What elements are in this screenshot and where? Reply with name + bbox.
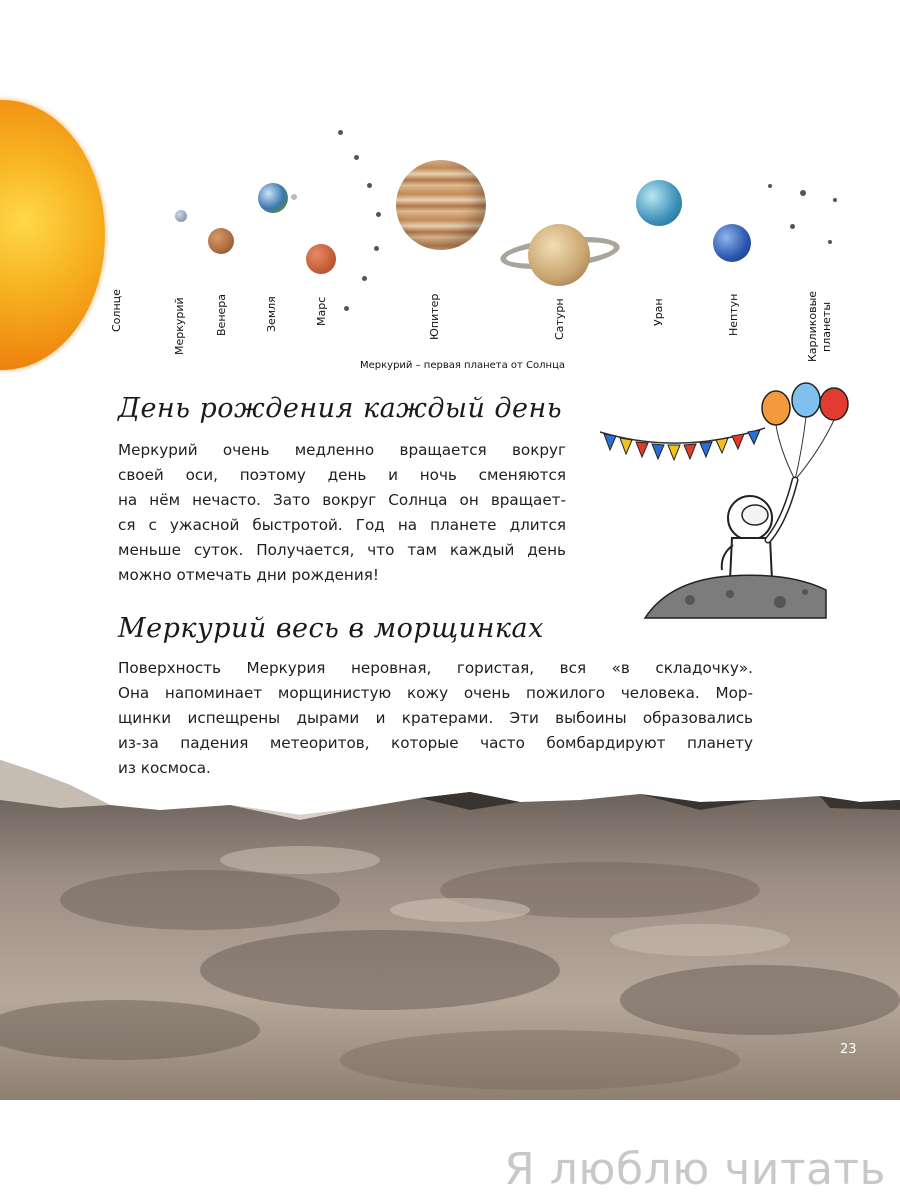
page-number: 23 [840, 1042, 857, 1057]
label-uranus: Уран [652, 298, 665, 326]
label-earth: Земля [265, 296, 278, 332]
mars-planet [306, 244, 336, 274]
paragraph-line: из космоса. [118, 759, 211, 777]
dwarf-planet-dot [790, 224, 795, 229]
mercury-planet [175, 210, 187, 222]
asteroid-dot [354, 155, 359, 160]
moon-dot [291, 194, 297, 200]
dwarf-planet-dot [768, 184, 772, 188]
diagram-caption: Меркурий – первая планета от Солнца [360, 360, 566, 371]
jupiter-planet [396, 160, 486, 250]
uranus-planet [636, 180, 682, 226]
paragraph-line: своей оси, поэтому день и ночь сменяются [118, 466, 566, 484]
label-mercury: Меркурий [173, 297, 186, 355]
paragraph-line: щинки испещрены дырами и кратерами. Эти выбоины образовались [118, 709, 753, 727]
mercury-surface-image [0, 760, 900, 1100]
neptune-planet [713, 224, 751, 262]
saturn-planet [528, 224, 590, 286]
paragraph-line: Поверхность Меркурия неровная, гористая, вся «в складочку». [118, 659, 753, 677]
label-dwarf-line2: планеты [820, 301, 833, 352]
section1-heading: День рождения каждый день [118, 393, 563, 424]
paragraph-line: ся с ужасной быстротой. Год на планете длится [118, 516, 566, 534]
label-saturn: Сатурн [553, 298, 566, 340]
paragraph-line: меньше суток. Получается, что там каждый день [118, 541, 566, 559]
label-sun: Солнце [110, 289, 123, 332]
asteroid-dot [338, 130, 343, 135]
label-venus: Венера [215, 294, 228, 336]
earth-planet [258, 183, 288, 213]
section1-paragraph [118, 438, 566, 588]
asteroid-dot [376, 212, 381, 217]
dwarf-planet-dot [828, 240, 832, 244]
paragraph-line: из-за падения метеоритов, которые часто бомбардируют планету [118, 734, 753, 752]
section2-heading: Меркурий весь в морщинках [118, 613, 544, 644]
asteroid-dot [344, 306, 349, 311]
paragraph-line: Меркурий очень медленно вращается вокруг [118, 441, 566, 459]
sun-image [0, 100, 105, 370]
label-dwarf-line1: Карликовые [806, 290, 819, 362]
asteroid-dot [367, 183, 372, 188]
label-mars: Марс [315, 296, 328, 326]
dwarf-planet-dot [833, 198, 837, 202]
paragraph-line: можно отмечать дни рождения! [118, 566, 379, 584]
paragraph-line: Она напоминает морщинистую кожу очень пожилого человека. Мор- [118, 684, 753, 702]
asteroid-dot [362, 276, 367, 281]
paragraph-line: на нём нечасто. Зато вокруг Солнца он вращает- [118, 491, 566, 509]
label-jupiter: Юпитер [428, 293, 441, 340]
dwarf-planet-dot [800, 190, 806, 196]
astronaut-illustration [590, 380, 860, 620]
label-neptune: Нептун [727, 293, 740, 336]
venus-planet [208, 228, 234, 254]
asteroid-dot [374, 246, 379, 251]
watermark-text: Я люблю читать [504, 1144, 886, 1195]
